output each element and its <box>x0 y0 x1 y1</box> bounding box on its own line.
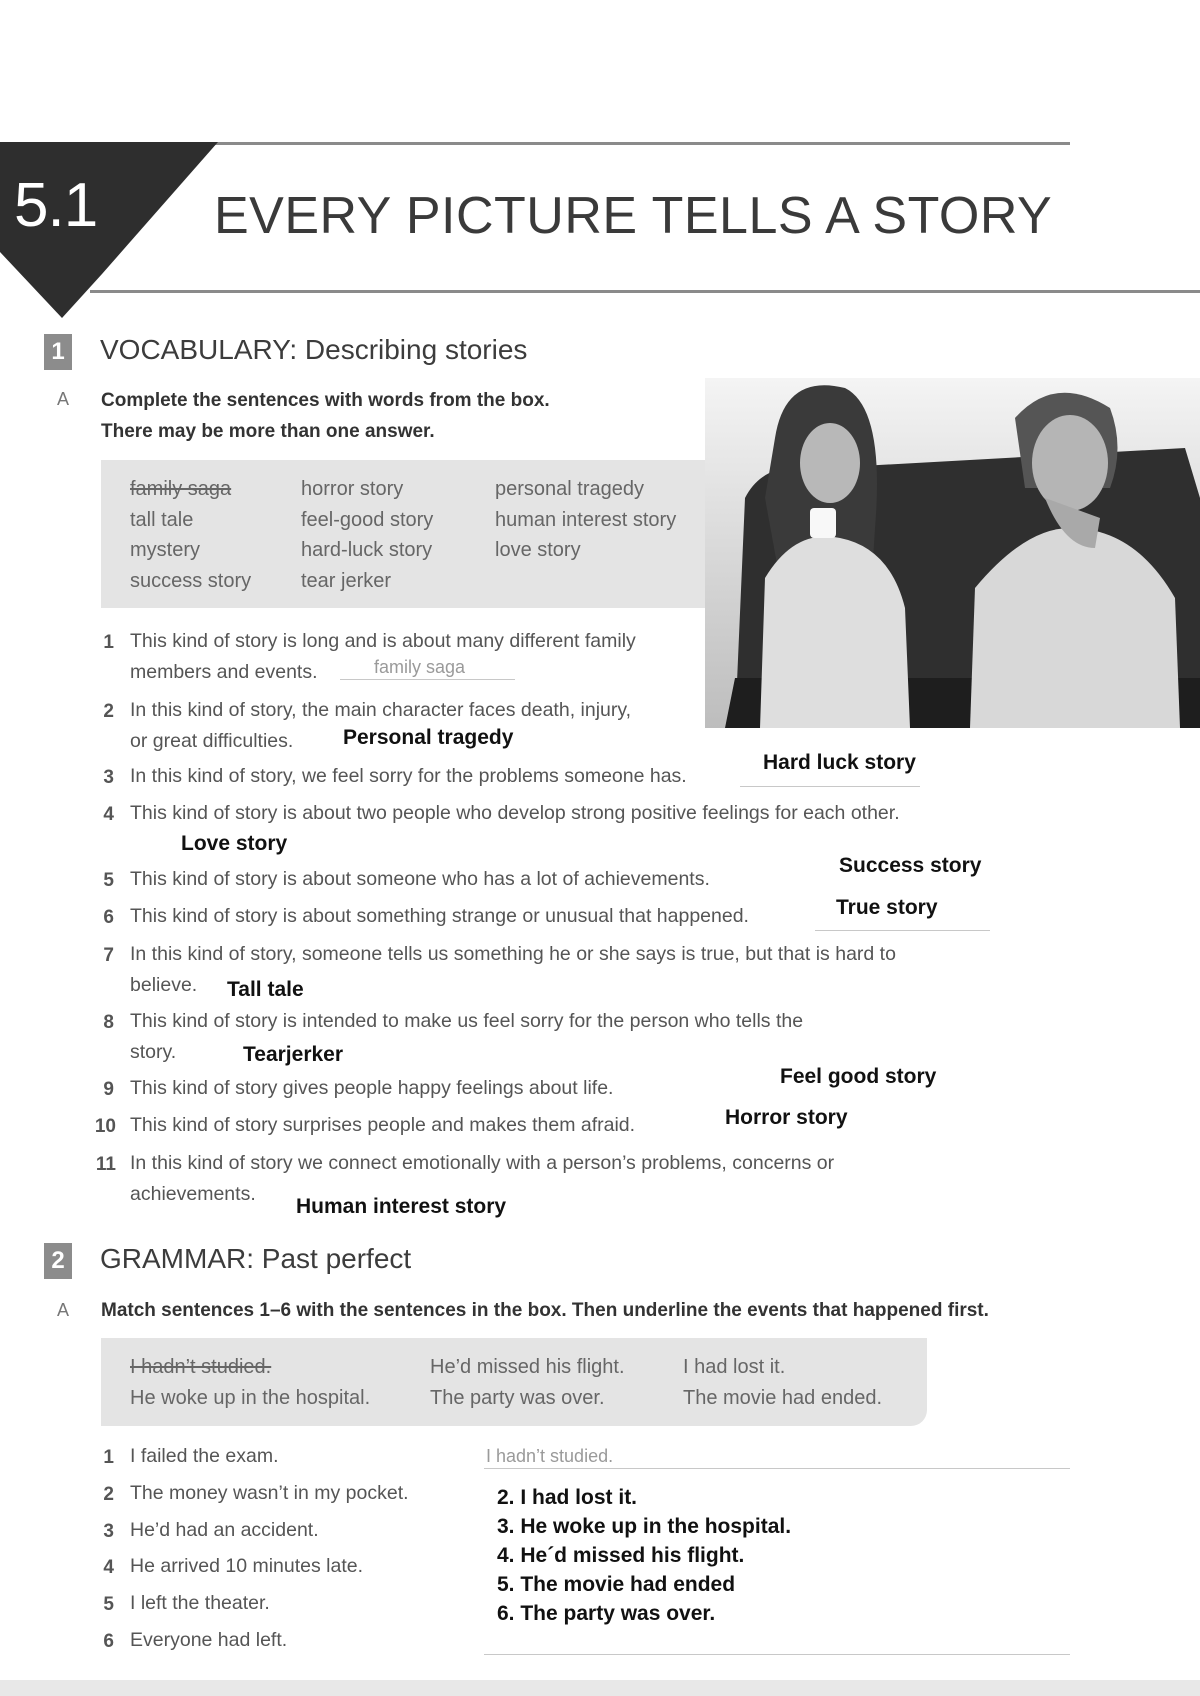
handwritten-answer: Tall tale <box>227 978 304 1001</box>
section1-badge: 1 <box>44 334 72 370</box>
section2-badge: 2 <box>44 1243 72 1279</box>
grammar-item-text: The money wasn’t in my pocket. <box>130 1481 409 1504</box>
question-text: This kind of story is about something strange or unusual that happened. <box>130 905 749 927</box>
question-text: In this kind of story, the main character faces death, injury, <box>130 699 632 721</box>
question-number: 9 <box>103 1079 114 1100</box>
question-text-continued: members and events. <box>130 661 318 683</box>
question-text-continued: achievements. <box>130 1183 256 1205</box>
question-number: 11 <box>95 1154 116 1175</box>
sentence-box-item: The party was over. <box>430 1387 605 1409</box>
grammar-item-text: He’d had an accident. <box>130 1518 319 1541</box>
question-text: This kind of story is long and is about many different family <box>130 630 636 652</box>
question-text-continued: or great difficulties. <box>130 730 294 752</box>
section1-title: VOCABULARY: Describing stories <box>100 334 528 365</box>
grammar-item-number: 3 <box>103 1520 114 1542</box>
section1-instruction-line1: Complete the sentences with words from the box. <box>101 390 550 411</box>
question-text: This kind of story is about someone who has a lot of achievements. <box>130 868 710 890</box>
unit-title: EVERY PICTURE TELLS A STORY <box>214 187 1053 245</box>
section1-instruction-line2: There may be more than one answer. <box>101 421 435 442</box>
question-text-continued: story. <box>130 1041 177 1063</box>
question-number: 2 <box>103 701 114 722</box>
word-box-item: love story <box>495 539 581 561</box>
question-text: In this kind of story we connect emotionally with a person’s problems, concerns or <box>130 1152 835 1174</box>
unit-number: 5.1 <box>14 171 98 240</box>
question-text: This kind of story gives people happy feelings about life. <box>130 1077 614 1099</box>
grammar-example-answer: I hadn’t studied. <box>486 1446 614 1466</box>
question-number: 6 <box>103 907 114 928</box>
sentence-box-item: He’d missed his flight. <box>430 1356 625 1378</box>
handwritten-answer: Feel good story <box>780 1065 937 1088</box>
word-box-item: hard-luck story <box>301 539 433 561</box>
sentence-box <box>101 1338 927 1426</box>
grammar-answer-bottom-line <box>484 1654 1070 1655</box>
photo-crying-couple <box>705 378 1200 728</box>
grammar-item-number: 6 <box>103 1631 114 1652</box>
sentence-box-item: He woke up in the hospital. <box>130 1387 371 1409</box>
question-number: 8 <box>103 1012 114 1033</box>
question-text: In this kind of story, someone tells us something he or she says is true, but that is hard to <box>130 943 896 965</box>
section2-title: GRAMMAR: Past perfect <box>100 1243 412 1274</box>
answer-line <box>340 679 515 680</box>
word-box-item: tear jerker <box>301 569 392 592</box>
question-number: 5 <box>103 870 114 891</box>
handwritten-answer: Tearjerker <box>243 1043 344 1066</box>
answer-line <box>815 930 990 931</box>
sentence-box-item: I hadn’t studied. <box>130 1356 272 1378</box>
example-answer: family saga <box>374 657 466 677</box>
grammar-item-number: 2 <box>103 1483 114 1505</box>
question-text: This kind of story surprises people and makes them afraid. <box>130 1114 636 1136</box>
question-text: This kind of story is intended to make us feel sorry for the person who tells the <box>130 1010 804 1032</box>
word-box-item: family saga <box>130 478 232 500</box>
sentence-box-item: The movie had ended. <box>683 1387 883 1409</box>
question-text: This kind of story is about two people who develop strong positive feelings for each other. <box>130 802 900 824</box>
word-box-item: success story <box>130 569 252 592</box>
grammar-item-text: Everyone had left. <box>130 1629 288 1651</box>
question-number: 1 <box>103 632 114 653</box>
handwritten-answer: Horror story <box>725 1106 848 1129</box>
section2-exercise-letter: A <box>57 1300 70 1320</box>
grammar-item-number: 4 <box>103 1557 114 1579</box>
question-number: 3 <box>103 767 114 788</box>
word-box-item: mystery <box>130 539 200 561</box>
grammar-item-text: I left the theater. <box>130 1592 270 1615</box>
grammar-answer-line: 5. The movie had ended <box>497 1573 736 1596</box>
handwritten-answer: Personal tragedy <box>343 726 514 749</box>
grammar-answer-line: 6. The party was over. <box>497 1602 716 1625</box>
header-bottom-rule <box>90 290 1200 293</box>
grammar-example-answer-line <box>484 1468 1070 1469</box>
handwritten-answer: Human interest story <box>296 1195 507 1218</box>
handwritten-answer: Success story <box>839 854 982 877</box>
section2-instruction: Match sentences 1–6 with the sentences in the box. Then underline the events that happened first. <box>101 1300 989 1321</box>
grammar-answer-line: 2. I had lost it. <box>497 1486 638 1509</box>
page-bottom-shade <box>0 1680 1200 1696</box>
grammar-item-number: 5 <box>103 1594 114 1616</box>
sentence-box-item: I had lost it. <box>683 1356 786 1378</box>
handwritten-answer: True story <box>836 896 938 919</box>
word-box-item: feel-good story <box>301 508 434 531</box>
question-number: 7 <box>103 945 114 966</box>
grammar-item-number: 1 <box>103 1447 114 1468</box>
grammar-item-text: I failed the exam. <box>130 1445 279 1467</box>
word-box-item: personal tragedy <box>495 478 644 500</box>
handwritten-answer: Hard luck story <box>763 751 916 774</box>
answer-line <box>740 786 920 787</box>
question-text: In this kind of story, we feel sorry for the problems someone has. <box>130 765 687 787</box>
grammar-answer-line: 3. He woke up in the hospital. <box>497 1515 792 1538</box>
question-number: 4 <box>103 804 114 825</box>
word-box-item: tall tale <box>130 508 194 531</box>
grammar-answer-line: 4. He´d missed his flight. <box>497 1544 745 1567</box>
grammar-item-text: He arrived 10 minutes late. <box>130 1555 364 1578</box>
word-box-item: human interest story <box>495 508 677 531</box>
handwritten-answer: Love story <box>181 832 288 855</box>
question-text-continued: believe. <box>130 974 198 996</box>
section1-exercise-letter: A <box>57 389 70 409</box>
word-box-item: horror story <box>301 478 404 500</box>
question-number: 10 <box>94 1116 116 1137</box>
